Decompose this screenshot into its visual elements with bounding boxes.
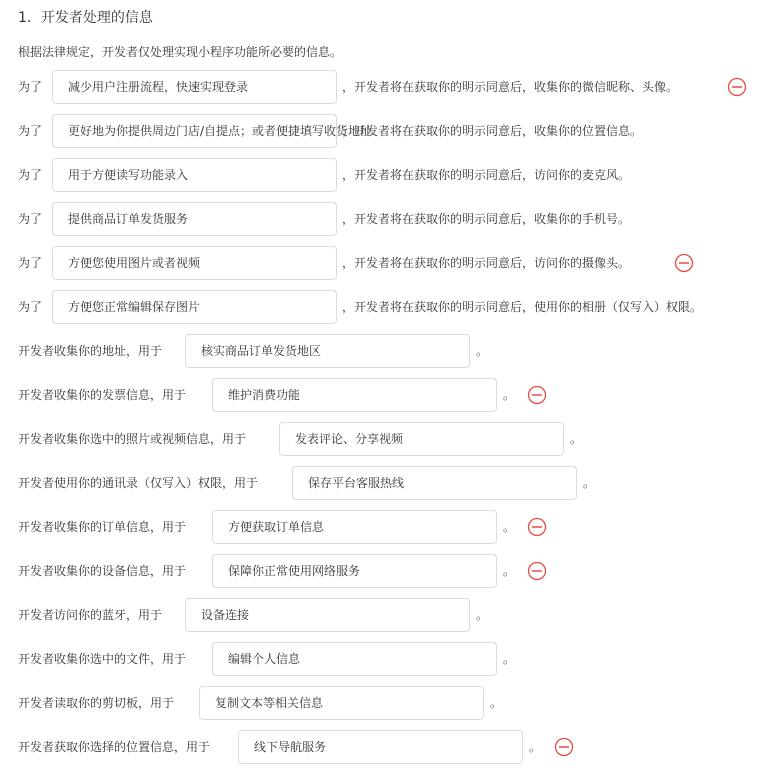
minus-circle-icon xyxy=(527,517,547,537)
remove-row-button[interactable] xyxy=(527,517,547,537)
purpose-purpose-input[interactable]: 减少用户注册流程，快速实现登录 xyxy=(52,70,337,104)
usage-row xyxy=(0,509,758,545)
usage-row xyxy=(0,465,758,501)
purpose-purpose-input[interactable]: 方便您正常编辑保存图片 xyxy=(52,290,337,324)
usage-row xyxy=(0,553,758,589)
usage-purpose-input[interactable]: 保存平台客服热线 xyxy=(292,466,577,500)
usage-row-prefix: 开发者收集你的地址，用于 xyxy=(18,344,163,358)
usage-purpose-input[interactable]: 保障你正常使用网络服务 xyxy=(212,554,497,588)
usage-row-prefix: 开发者收集你的设备信息，用于 xyxy=(18,564,187,578)
page-title: 1．开发者处理的信息 xyxy=(18,10,153,26)
usage-row-prefix: 开发者收集你选中的文件，用于 xyxy=(18,652,187,666)
usage-purpose-input[interactable]: 设备连接 xyxy=(185,598,470,632)
purpose-row xyxy=(0,201,758,237)
usage-row-suffix: 。 xyxy=(583,476,596,490)
remove-row-button[interactable] xyxy=(527,561,547,581)
remove-row-button[interactable] xyxy=(727,77,747,97)
usage-row xyxy=(0,421,758,457)
purpose-row-prefix: 为了 xyxy=(18,124,43,138)
usage-row-prefix: 开发者收集你选中的照片或视频信息，用于 xyxy=(18,432,247,446)
usage-row-prefix: 开发者获取你选择的位置信息，用于 xyxy=(18,740,211,754)
usage-row-suffix: 。 xyxy=(476,344,489,358)
purpose-row-suffix: ，开发者将在获取你的明示同意后，访问你的摄像头。 xyxy=(342,256,631,270)
usage-purpose-input[interactable]: 核实商品订单发货地区 xyxy=(185,334,470,368)
purpose-row-prefix: 为了 xyxy=(18,212,43,226)
minus-circle-icon xyxy=(527,385,547,405)
purpose-row-prefix: 为了 xyxy=(18,80,43,94)
usage-purpose-input[interactable]: 方便获取订单信息 xyxy=(212,510,497,544)
usage-row xyxy=(0,377,758,413)
usage-row-suffix: 。 xyxy=(503,564,516,578)
usage-row-suffix: 。 xyxy=(529,740,542,754)
usage-row-prefix: 开发者访问你的蓝牙，用于 xyxy=(18,608,163,622)
minus-circle-icon xyxy=(674,253,694,273)
usage-row xyxy=(0,729,758,765)
purpose-row-suffix: ，开发者将在获取你的明示同意后，收集你的位置信息。 xyxy=(342,124,643,138)
purpose-row xyxy=(0,69,758,105)
purpose-row-suffix: ，开发者将在获取你的明示同意后，收集你的手机号。 xyxy=(342,212,631,226)
usage-row xyxy=(0,641,758,677)
usage-row-prefix: 开发者使用你的通讯录（仅写入）权限，用于 xyxy=(18,476,259,490)
purpose-purpose-input[interactable]: 更好地为你提供周边门店/自提点；或者便捷填写收货地址 xyxy=(52,114,337,148)
usage-purpose-input[interactable]: 复制文本等相关信息 xyxy=(199,686,484,720)
purpose-row xyxy=(0,289,758,325)
purpose-row-suffix: ，开发者将在获取你的明示同意后，使用你的相册（仅写入）权限。 xyxy=(342,300,703,314)
minus-circle-icon xyxy=(527,561,547,581)
purpose-row xyxy=(0,113,758,149)
intro-text: 根据法律规定，开发者仅处理实现小程序功能所必要的信息。 xyxy=(18,45,343,59)
usage-purpose-input[interactable]: 线下导航服务 xyxy=(238,730,523,764)
usage-row xyxy=(0,685,758,721)
purpose-purpose-input[interactable]: 用于方便读写功能录入 xyxy=(52,158,337,192)
minus-circle-icon xyxy=(727,77,747,97)
remove-row-button[interactable] xyxy=(674,253,694,273)
usage-purpose-input[interactable]: 发表评论、分享视频 xyxy=(279,422,564,456)
usage-row xyxy=(0,333,758,369)
minus-circle-icon xyxy=(554,737,574,757)
remove-row-button[interactable] xyxy=(554,737,574,757)
usage-row-prefix: 开发者收集你的订单信息，用于 xyxy=(18,520,187,534)
usage-purpose-input[interactable]: 编辑个人信息 xyxy=(212,642,497,676)
remove-row-button[interactable] xyxy=(527,385,547,405)
usage-row-suffix: 。 xyxy=(476,608,489,622)
purpose-row-prefix: 为了 xyxy=(18,256,43,270)
purpose-row-prefix: 为了 xyxy=(18,300,43,314)
purpose-row-suffix: ，开发者将在获取你的明示同意后，收集你的微信昵称、头像。 xyxy=(342,80,679,94)
usage-row-prefix: 开发者读取你的剪切板，用于 xyxy=(18,696,175,710)
usage-row-suffix: 。 xyxy=(570,432,583,446)
purpose-purpose-input[interactable]: 方便您使用图片或者视频 xyxy=(52,246,337,280)
purpose-row-suffix: ，开发者将在获取你的明示同意后，访问你的麦克风。 xyxy=(342,168,631,182)
purpose-purpose-input[interactable]: 提供商品订单发货服务 xyxy=(52,202,337,236)
usage-row-prefix: 开发者收集你的发票信息，用于 xyxy=(18,388,187,402)
usage-row-suffix: 。 xyxy=(490,696,503,710)
usage-row-suffix: 。 xyxy=(503,388,516,402)
usage-row-suffix: 。 xyxy=(503,520,516,534)
purpose-row xyxy=(0,245,758,281)
usage-row xyxy=(0,597,758,633)
purpose-row-prefix: 为了 xyxy=(18,168,43,182)
purpose-row xyxy=(0,157,758,193)
usage-row-suffix: 。 xyxy=(503,652,516,666)
usage-purpose-input[interactable]: 维护消费功能 xyxy=(212,378,497,412)
